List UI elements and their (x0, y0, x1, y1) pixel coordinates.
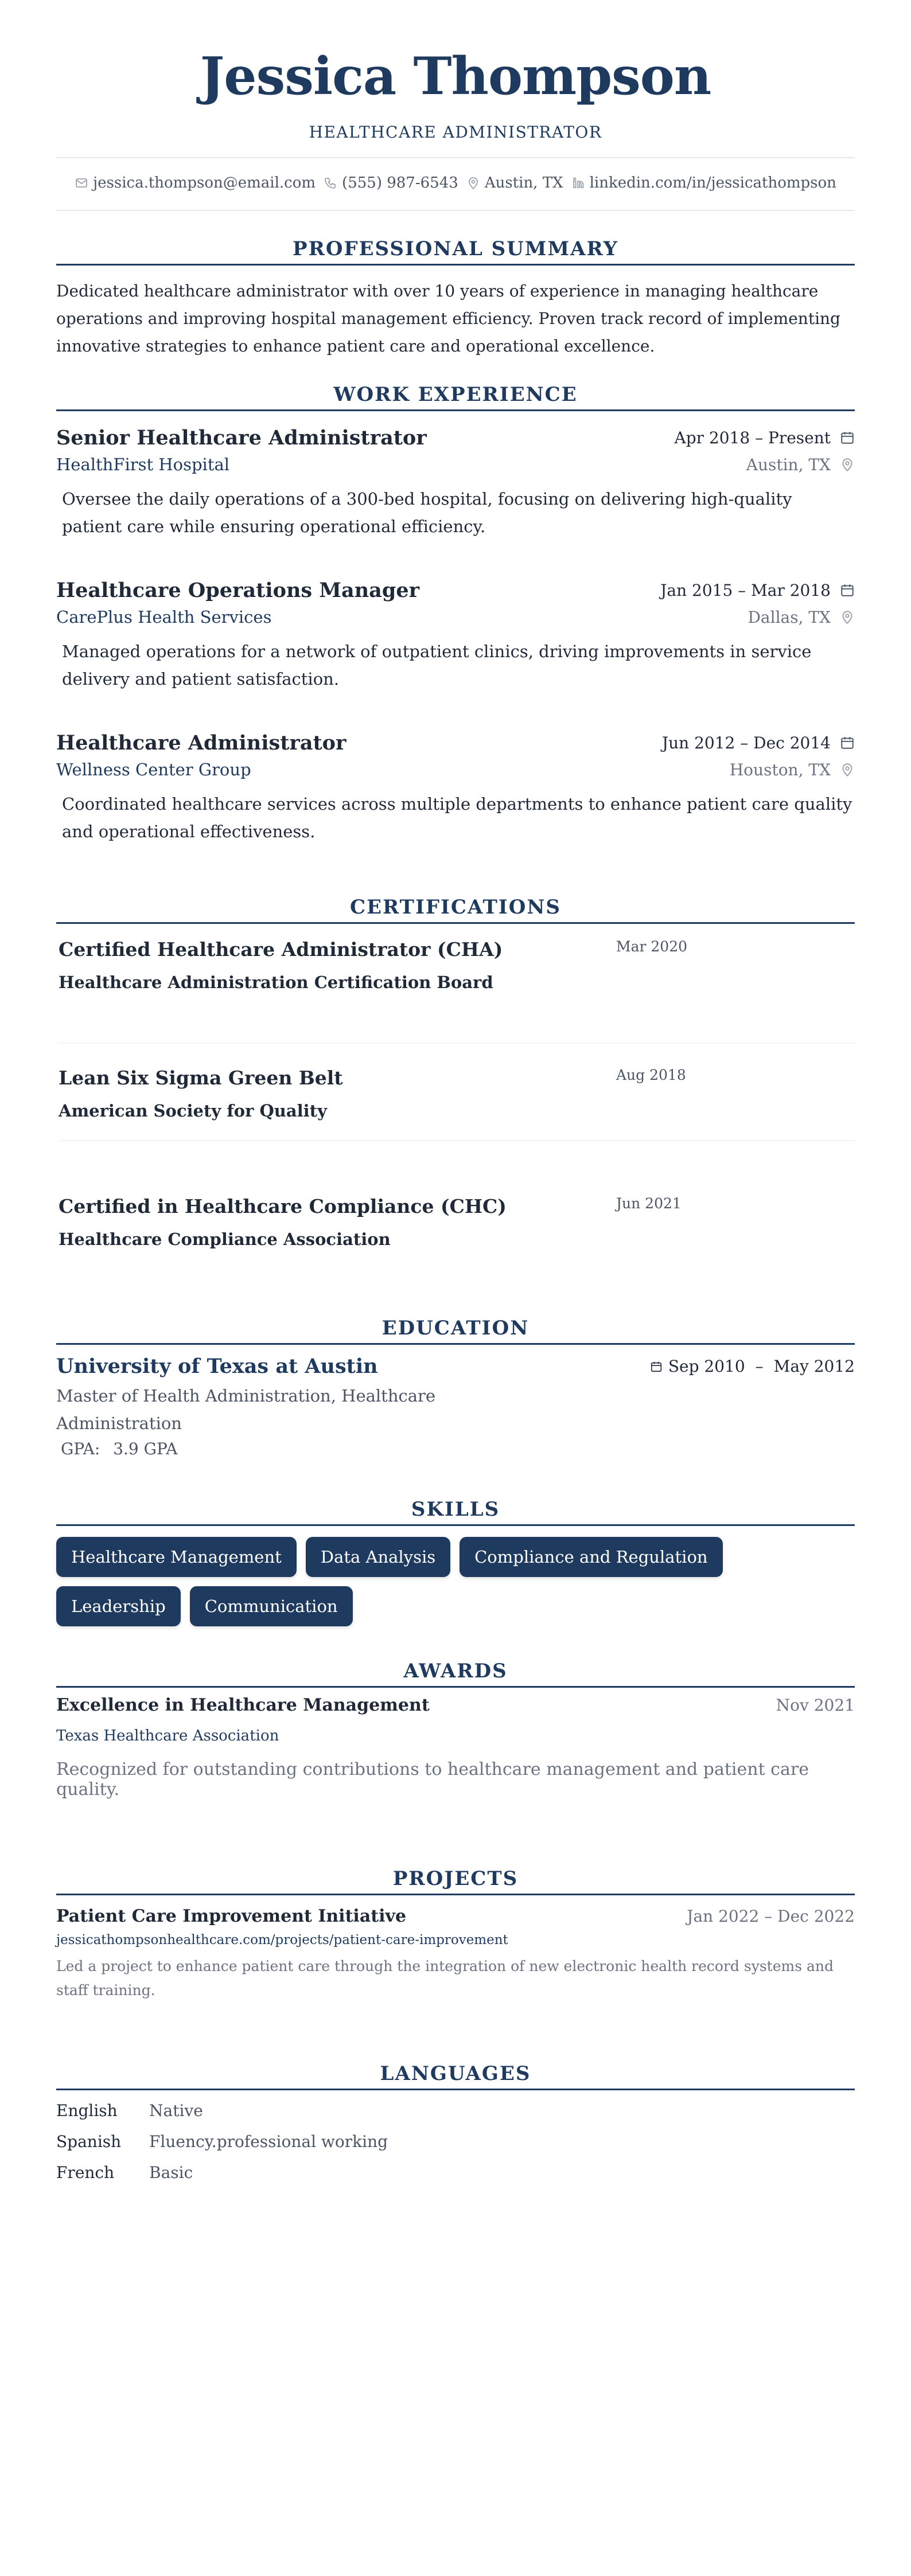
job-title: Healthcare Administrator (56, 731, 347, 755)
skill-chip: Healthcare Management (56, 1537, 297, 1577)
job-description: Managed operations for a network of outpatient clinics, driving improvements in service delivery and patient satisfaction. (62, 642, 812, 689)
cert-divider (59, 1043, 855, 1044)
education-end: May 2012 (773, 1357, 855, 1376)
section-rule (56, 264, 855, 266)
section-heading-certifications: CERTIFICATIONS (350, 896, 561, 919)
map-pin-icon (840, 610, 855, 625)
map-pin-icon (840, 457, 855, 472)
section-heading-skills: SKILLS (411, 1498, 500, 1521)
cert-date: Aug 2018 (616, 1067, 686, 1083)
contact-email[interactable] (75, 174, 316, 192)
job-dates-text: Jan 2015 – Mar 2018 (660, 580, 831, 600)
job-company: CarePlus Health Services (56, 607, 272, 627)
job-company: Wellness Center Group (56, 760, 251, 779)
map-pin-icon (840, 762, 855, 777)
skill-chip: Compliance and Regulation (460, 1537, 722, 1577)
candidate-name: Jessica Thompson (200, 46, 711, 107)
job-dates (674, 428, 855, 447)
education-dates (650, 1357, 855, 1376)
language-row (56, 2132, 388, 2151)
location-text: Austin, TX (484, 174, 563, 192)
section-heading-work: WORK EXPERIENCE (333, 383, 578, 406)
calendar-icon (840, 430, 855, 445)
cert-date: Mar 2020 (616, 938, 688, 955)
job-company: HealthFirst Hospital (56, 455, 230, 474)
education-gpa (61, 1439, 178, 1458)
language-level: Basic (149, 2163, 193, 2182)
language-row (56, 2163, 193, 2182)
header-divider-top (56, 157, 855, 158)
mail-icon (75, 176, 88, 190)
contact-linkedin[interactable] (571, 174, 836, 192)
gpa-value: 3.9 GPA (113, 1439, 178, 1458)
job-location-text: Houston, TX (729, 760, 831, 779)
project-title: Patient Care Improvement Initiative (56, 1906, 407, 1926)
job-title: Healthcare Operations Manager (56, 578, 420, 602)
cert-name: Certified in Healthcare Compliance (CHC) (59, 1195, 507, 1217)
section-rule (56, 1524, 855, 1526)
job-entry (56, 576, 855, 693)
job-title: Senior Healthcare Administrator (56, 426, 427, 450)
language-name: Spanish (56, 2132, 122, 2151)
award-description: Recognized for outstanding contributions to healthcare management and patient care quality. (56, 1759, 809, 1800)
phone-text: (555) 987-6543 (342, 174, 458, 192)
phone-icon (324, 176, 337, 190)
skill-chip: Data Analysis (306, 1537, 450, 1577)
header-divider-bottom (56, 210, 855, 211)
section-heading-education: EDUCATION (381, 1317, 530, 1340)
language-level: Native (149, 2101, 203, 2120)
job-location (748, 608, 855, 627)
skills-list (56, 1537, 855, 1626)
email-text: jessica.thompson@email.com (93, 174, 316, 192)
education-school: University of Texas at Austin (56, 1355, 378, 1378)
job-dates (662, 733, 855, 752)
section-heading-projects: PROJECTS (392, 1867, 519, 1890)
map-pin-icon (466, 176, 480, 190)
cert-divider (59, 1140, 855, 1141)
contact-location (466, 174, 563, 192)
award-header (56, 1695, 855, 1715)
skill-chip: Leadership (56, 1586, 181, 1626)
job-description: Coordinated healthcare services across multiple departments to enhance patient care quality and operational effectiveness. (62, 794, 852, 841)
job-description: Oversee the daily operations of a 300-bed hospital, focusing on delivering high-quality patient care while ensuring operational efficiency. (62, 489, 792, 536)
section-rule (56, 1343, 855, 1345)
linkedin-icon (571, 176, 585, 190)
calendar-icon (840, 583, 855, 598)
language-row (56, 2101, 203, 2120)
cert-issuer: Healthcare Administration Certification Board (59, 973, 493, 992)
gpa-label: GPA: (61, 1439, 100, 1458)
language-level: Fluency.professional working (149, 2132, 388, 2151)
language-name: French (56, 2163, 115, 2182)
section-rule (56, 409, 855, 411)
education-degree: Master of Health Administration, Healthcare Administration (56, 1386, 436, 1433)
calendar-icon (840, 735, 855, 750)
award-organization: Texas Healthcare Association (56, 1727, 279, 1744)
job-dates-text: Jun 2012 – Dec 2014 (661, 733, 831, 752)
project-dates: Jan 2022 – Dec 2022 (687, 1907, 855, 1926)
skill-chip: Communication (190, 1586, 353, 1626)
language-name: English (56, 2101, 118, 2120)
job-location-text: Dallas, TX (748, 607, 831, 627)
education-start: Sep 2010 (668, 1357, 745, 1376)
summary-text: Dedicated healthcare administrator with over 10 years of experience in managing healthcare operations and improving hospital management efficiency. Proven track record of implementing innovative strategies to enhance patient care and operational excellence. (56, 282, 840, 356)
section-heading-summary: PROFESSIONAL SUMMARY (293, 237, 618, 260)
job-location-text: Austin, TX (746, 455, 831, 474)
job-dates-text: Apr 2018 – Present (674, 428, 831, 447)
section-heading-awards: AWARDS (403, 1660, 508, 1683)
job-dates (660, 581, 855, 600)
cert-name: Lean Six Sigma Green Belt (59, 1067, 343, 1089)
contact-info (56, 174, 855, 192)
contact-phone[interactable] (324, 174, 458, 192)
cert-issuer: Healthcare Compliance Association (59, 1230, 391, 1249)
section-rule (56, 922, 855, 924)
project-link[interactable]: jessicathompsonhealthcare.com/projects/patient-care-improvement (56, 1933, 508, 1947)
job-location (730, 760, 855, 779)
section-rule (56, 1686, 855, 1688)
cert-issuer: American Society for Quality (59, 1101, 327, 1121)
project-description: Led a project to enhance patient care through the integration of new electronic health record systems and staff training. (56, 1958, 834, 1999)
job-location (746, 455, 855, 474)
section-rule (56, 2089, 855, 2090)
education-separator: – (755, 1357, 764, 1376)
job-entry (56, 728, 855, 845)
calendar-icon (650, 1360, 663, 1373)
candidate-title: HEALTHCARE ADMINISTRATOR (309, 123, 602, 142)
section-rule (56, 1894, 855, 1895)
cert-name: Certified Healthcare Administrator (CHA) (59, 938, 503, 961)
linkedin-text: linkedin.com/in/jessicathompson (589, 174, 836, 192)
section-heading-languages: LANGUAGES (380, 2062, 531, 2085)
award-date: Nov 2021 (776, 1696, 855, 1715)
award-title: Excellence in Healthcare Management (56, 1695, 430, 1715)
project-header (56, 1906, 855, 1926)
job-entry (56, 423, 855, 540)
cert-date: Jun 2021 (616, 1195, 682, 1212)
